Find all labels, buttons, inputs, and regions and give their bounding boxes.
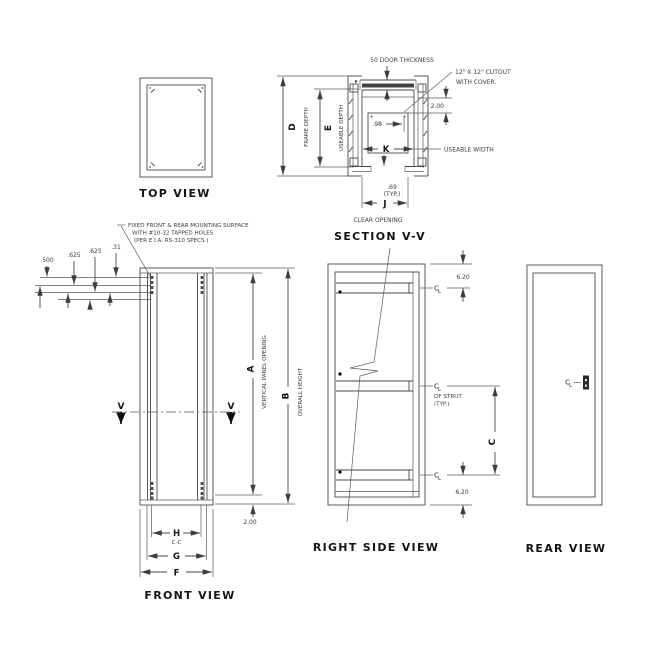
dim-g-label: G xyxy=(173,552,180,562)
dim-620-top-label: 6.20 xyxy=(456,274,470,281)
dim-h-label: H xyxy=(172,529,181,539)
section-dim-200 xyxy=(408,86,452,125)
front-dim-overall-height xyxy=(215,268,304,504)
clear-opening-label: CLEAR OPENING xyxy=(353,217,403,224)
section-dim-door-thickness xyxy=(368,57,434,101)
note-line3: (PER E.I.A. RS-310 SPECS.) xyxy=(134,238,209,244)
dim-k-label: K xyxy=(382,145,390,155)
side-dim-620-top xyxy=(430,250,472,302)
dim-31-label: .31 xyxy=(111,244,121,251)
dim-a-label: A xyxy=(246,365,257,373)
front-mounting-rails xyxy=(148,273,208,500)
top-view-title: TOP VIEW xyxy=(139,187,211,200)
dim-200-label: 2.00 xyxy=(430,103,444,110)
door-slab xyxy=(362,84,414,88)
right-side-view xyxy=(313,248,500,554)
front-hole-spacing-dims xyxy=(35,244,150,308)
centerline-symbol-c: C xyxy=(434,471,439,480)
section-cutout-note xyxy=(404,69,511,112)
frame-depth-label: FRAME DEPTH xyxy=(304,107,310,147)
note-line2: WITH #10-32 TAPPED HOLES xyxy=(132,230,214,237)
side-view-outline xyxy=(328,264,425,505)
rear-latch xyxy=(565,376,589,390)
side-struts xyxy=(336,283,413,480)
dim-625b-label: .625 xyxy=(88,248,102,255)
top-view xyxy=(139,78,212,200)
dim-c-label: C xyxy=(488,438,498,446)
centerline-symbol-l: L xyxy=(438,289,442,295)
useable-width-label: USEABLE WIDTH xyxy=(444,146,494,154)
centerline-symbol-l: L xyxy=(569,383,573,389)
latch-body xyxy=(583,376,589,390)
section-title: SECTION V-V xyxy=(334,230,426,243)
cutout-note-line2: WITH COVER. xyxy=(456,79,497,86)
front-bottom-dims xyxy=(140,505,213,579)
section-dim-clear-opening xyxy=(353,177,408,224)
front-view-title: FRONT VIEW xyxy=(144,589,236,602)
side-break-line xyxy=(347,248,390,522)
front-dim-200 xyxy=(243,505,257,526)
top-view-inner-outline xyxy=(147,85,205,170)
dim-j-label: J xyxy=(383,199,387,210)
dim-620-bottom-label: 6.20 xyxy=(455,489,469,496)
front-view xyxy=(35,223,304,602)
dim-b-label: B xyxy=(281,392,292,400)
note-line1: FIXED FRONT & REAR MOUNTING SURFACE xyxy=(128,223,249,229)
front-rail-holes xyxy=(151,276,203,500)
door-thickness-label: .50 DOOR THICKNESS xyxy=(368,57,434,64)
front-dim-200-label: 2.00 xyxy=(243,519,257,526)
dim-98-label: .98 xyxy=(372,121,382,128)
rear-view xyxy=(526,265,607,555)
section-vv xyxy=(277,57,511,243)
dim-69-label: .69 xyxy=(387,184,397,191)
section-arrow-v-left-label: V xyxy=(117,402,125,412)
dim-625a-label: .625 xyxy=(67,252,81,259)
side-dim-c xyxy=(488,387,498,474)
front-section-cut-line xyxy=(112,402,240,424)
top-view-outer-outline xyxy=(140,78,212,177)
dim-e-label: E xyxy=(324,124,334,132)
centerline-symbol-l: L xyxy=(438,476,442,482)
section-dim-98 xyxy=(372,116,404,132)
of-strut-typ-label: (TYP.) xyxy=(434,401,450,408)
dim-69-typ-label: (TYP.) xyxy=(383,191,401,198)
top-view-corner-marks xyxy=(149,87,203,168)
of-strut-label: OF STRUT xyxy=(434,394,462,400)
side-wall-hole xyxy=(339,291,342,294)
side-view-inner-outline xyxy=(335,272,419,497)
side-wall-hole xyxy=(339,373,342,376)
side-dim-620-bottom xyxy=(430,462,472,518)
section-arrow-v-right-label: V xyxy=(227,402,235,412)
front-dim-panel-opening xyxy=(215,273,268,495)
cutout-note-line1: 12" X 12" CUTOUT xyxy=(455,69,511,76)
useable-depth-label: USEABLE DEPTH xyxy=(339,104,345,152)
rear-view-title: REAR VIEW xyxy=(525,542,607,555)
dim-h-cc-label: C-C xyxy=(171,540,182,546)
dim-500-label: .500 xyxy=(40,257,54,264)
vertical-panel-opening-label: VERTICAL PANEL OPENING xyxy=(262,335,268,409)
centerline-symbol-c: C xyxy=(434,382,439,391)
section-dim-69 xyxy=(384,155,401,198)
dim-f-label: F xyxy=(173,568,180,579)
hinge-detail xyxy=(355,80,357,82)
centerline-symbol-c: C xyxy=(565,378,570,387)
side-centerlines xyxy=(420,285,500,483)
centerline-symbol-l: L xyxy=(438,387,442,393)
side-view-title: RIGHT SIDE VIEW xyxy=(312,541,440,554)
side-wall-hole xyxy=(339,471,342,474)
section-body xyxy=(348,76,428,176)
dim-d-label: D xyxy=(288,123,298,131)
overall-height-label: OVERALL HEIGHT xyxy=(298,367,304,417)
centerline-symbol-c: C xyxy=(434,284,439,293)
